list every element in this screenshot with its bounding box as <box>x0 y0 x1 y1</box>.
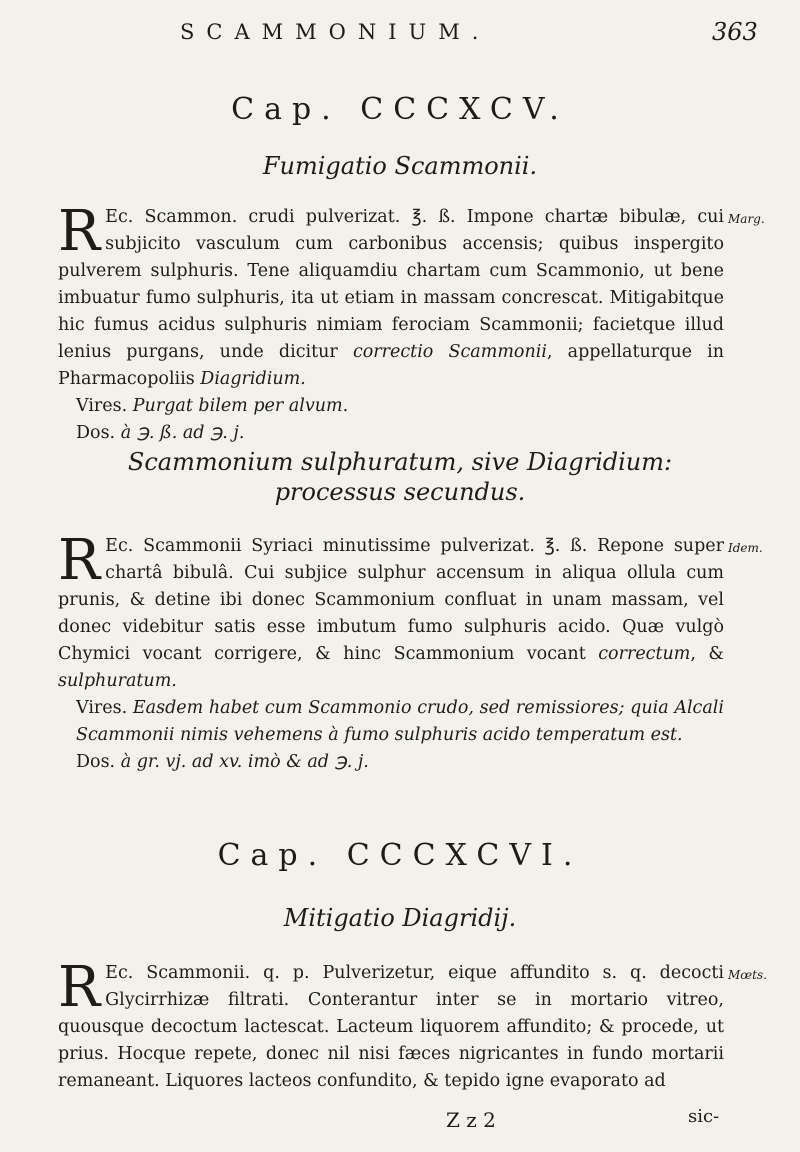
section-subtitle: processus secundus. <box>274 478 526 506</box>
recipe-text-cont: , & <box>690 644 725 664</box>
section-title-fumigatio: Fumigatio Scammonii. <box>262 152 538 180</box>
drop-cap: R <box>58 955 101 1020</box>
vires-text: Easdem habet cum Scammonio crudo, sed remissiores; quia Alcali Scammonii nimis vehemens à fumo sulphuris acido temperatum est. <box>76 698 724 745</box>
catchword: sic- <box>688 1106 720 1127</box>
section-title-sulphuratum: Scammonium sulphuratum, sive Diagridium: <box>127 448 673 476</box>
drop-cap: R <box>58 199 101 264</box>
margin-note-marg: Marg. <box>728 212 765 226</box>
section-title-mitigatio: Mitigatio Diagridij. <box>283 904 517 932</box>
margin-note-moets: Mœts. <box>728 968 767 982</box>
paragraph-sulphuratum <box>58 528 725 776</box>
vires-text: Purgat bilem per alvum. <box>132 396 349 416</box>
dose-text: à ℈. ß. ad ℈. j. <box>120 423 245 443</box>
margin-note-idem: Idem. <box>728 541 763 555</box>
italic-term: correctio Scammonii <box>352 342 547 362</box>
chapter-heading-395: Cap. CCCXCV. <box>231 92 569 127</box>
recipe-text-cont: , appellaturque in Pharmacopoliis <box>58 342 724 389</box>
chapter-heading-396: Cap. CCCXCVI. <box>217 838 583 873</box>
vires-label: Vires. <box>76 396 128 416</box>
paragraph-fumigatio <box>58 199 724 447</box>
page-number: 363 <box>712 18 758 46</box>
italic-term: Diagridium. <box>200 369 306 389</box>
italic-term: correctum <box>598 644 691 664</box>
recipe-text: Ec. Scammonii. q. p. Pulverizetur, eique affundito s. q. decocti Glycirrhizæ filtrati. Conterantur inter se in mortario vitreo, quousque decoctum lactescat. Lacteum liquorem affundito; & procede, ut prius. Hocque repete, donec nil nisi fæces nigricantes in fundo mortarii remaneant. Liquores lacteos confundito, & tepido igne evaporato ad <box>58 963 724 1091</box>
recipe-text: Ec. Scammonii Syriaci minutissime pulverizat. ℥. ß. Repone super chartâ bibulâ. Cui subjice sulphur accensum in aliqua ollula cum prunis, & detine ibi donec Scammonium confluat in unam massam, vel donec videbitur satis esse imbutum fumo sulphuris acido. Quæ vulgò Chymici vocant corrigere, & hinc Scammonium vocant <box>58 536 724 664</box>
italic-term: sulphuratum. <box>58 671 177 691</box>
paragraph-mitigatio <box>58 955 724 1095</box>
running-head: SCAMMONIUM. <box>180 20 491 44</box>
dose-text: à gr. vj. ad xv. imò & ad ℈. j. <box>120 752 369 772</box>
vires-label: Vires. <box>76 698 128 718</box>
recipe-text: Ec. Scammon. crudi pulverizat. ℥. ß. Impone chartæ bibulæ, cui subjicito vasculum cum carbonibus accensis; quibus inspergito pulverem sulphuris. Tene aliquamdiu chartam cum Scammonio, ut bene imbuatur fumo sulphuris, ita ut etiam in massam concrescat. Mitigabitque hic fumus acidus sulphuris nimiam ferociam Scammonii; facietque illud lenius purgans, unde dicitur <box>58 207 724 362</box>
drop-cap: R <box>58 528 101 593</box>
signature-mark: Z z 2 <box>446 1108 496 1132</box>
dose-label: Dos. <box>76 752 116 772</box>
dose-label: Dos. <box>76 423 116 443</box>
